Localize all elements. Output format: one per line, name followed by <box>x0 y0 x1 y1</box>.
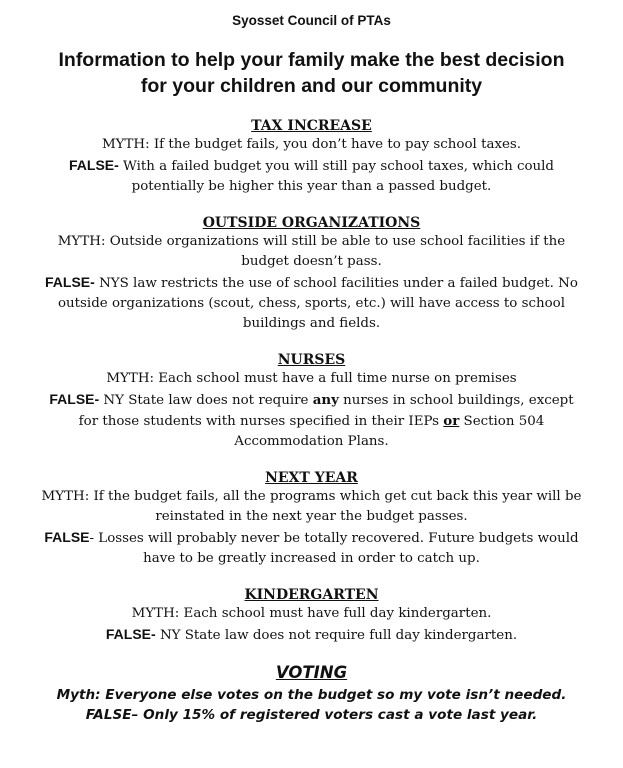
false-text-continued: outside organizations (scout, chess, sports, etc.) will have access to school <box>57 296 566 311</box>
section-nurses <box>8 351 615 452</box>
false-text: FALSE– Only 15% of registered voters cast a vote last year. <box>85 707 538 723</box>
section-next-year <box>8 469 615 569</box>
section-outside-organizations <box>8 214 615 334</box>
section-tax-increase <box>8 117 615 197</box>
false-label: FALSE- <box>105 626 156 642</box>
emphasis-any: any <box>312 392 339 408</box>
false-text-continued: have to be greatly increased in order to catch up. <box>143 551 480 566</box>
false-text <box>8 527 615 549</box>
false-label: FALSE- <box>45 274 95 290</box>
false-text-part: NY State law does not require <box>99 393 313 408</box>
false-text <box>8 272 615 294</box>
section-title: VOTING <box>275 663 348 682</box>
false-text-part: With a failed budget you will still pay school taxes, which could <box>118 159 554 174</box>
section-title: TAX INCREASE <box>251 118 372 134</box>
false-text-continued: buildings and fields. <box>242 316 381 331</box>
emphasis-or: or <box>443 413 460 429</box>
false-label: FALSE- <box>49 391 100 407</box>
myth-text-continued: budget doesn’t pass. <box>241 254 382 269</box>
myth-text: Myth: Everyone else votes on the budget so my vote isn’t needed. <box>56 687 567 703</box>
myth-text: MYTH: Each school must have a full time nurse on premises <box>106 371 517 386</box>
myth-text-continued: reinstated in the next year the budget passes. <box>155 509 468 524</box>
false-text-continued <box>8 411 615 432</box>
false-label: FALSE <box>44 529 90 545</box>
false-label: FALSE- <box>69 157 119 173</box>
false-text-part: NYS law restricts the use of school facilities under a failed budget. No <box>94 276 578 291</box>
headline-line-2: for your children and our community <box>140 75 483 97</box>
section-title: OUTSIDE ORGANIZATIONS <box>202 215 421 231</box>
false-text <box>8 624 615 646</box>
false-text-part: Section 504 <box>459 414 545 429</box>
section-title: NURSES <box>277 352 346 368</box>
myth-text: MYTH: Outside organizations will still be able to use school facilities if the <box>57 234 566 249</box>
headline <box>8 47 615 99</box>
false-text-part: for those students with nurses specified in their IEPs <box>78 414 444 429</box>
false-text-part: - Losses will probably never be totally recovered. Future budgets would <box>89 531 579 546</box>
section-title: KINDERGARTEN <box>244 587 379 603</box>
section-kindergarten <box>8 586 615 646</box>
false-text-continued: Accommodation Plans. <box>234 434 389 449</box>
headline-line-1: Information to help your family make the best decision <box>58 49 565 71</box>
false-text <box>8 389 615 411</box>
section-voting <box>8 663 615 725</box>
organization-name: Syosset Council of PTAs <box>232 13 391 28</box>
myth-text: MYTH: If the budget fails, you don’t have to pay school taxes. <box>101 137 522 152</box>
myth-text: MYTH: Each school must have full day kindergarten. <box>131 606 492 621</box>
false-text-part: NY State law does not require full day kindergarten. <box>155 628 518 643</box>
section-title: NEXT YEAR <box>265 470 358 486</box>
false-text-continued: potentially be higher this year than a passed budget. <box>131 179 492 194</box>
false-text-part: nurses in school buildings, except <box>338 393 574 408</box>
false-text <box>8 155 615 177</box>
myth-text: MYTH: If the budget fails, all the programs which get cut back this year will be <box>41 489 582 504</box>
